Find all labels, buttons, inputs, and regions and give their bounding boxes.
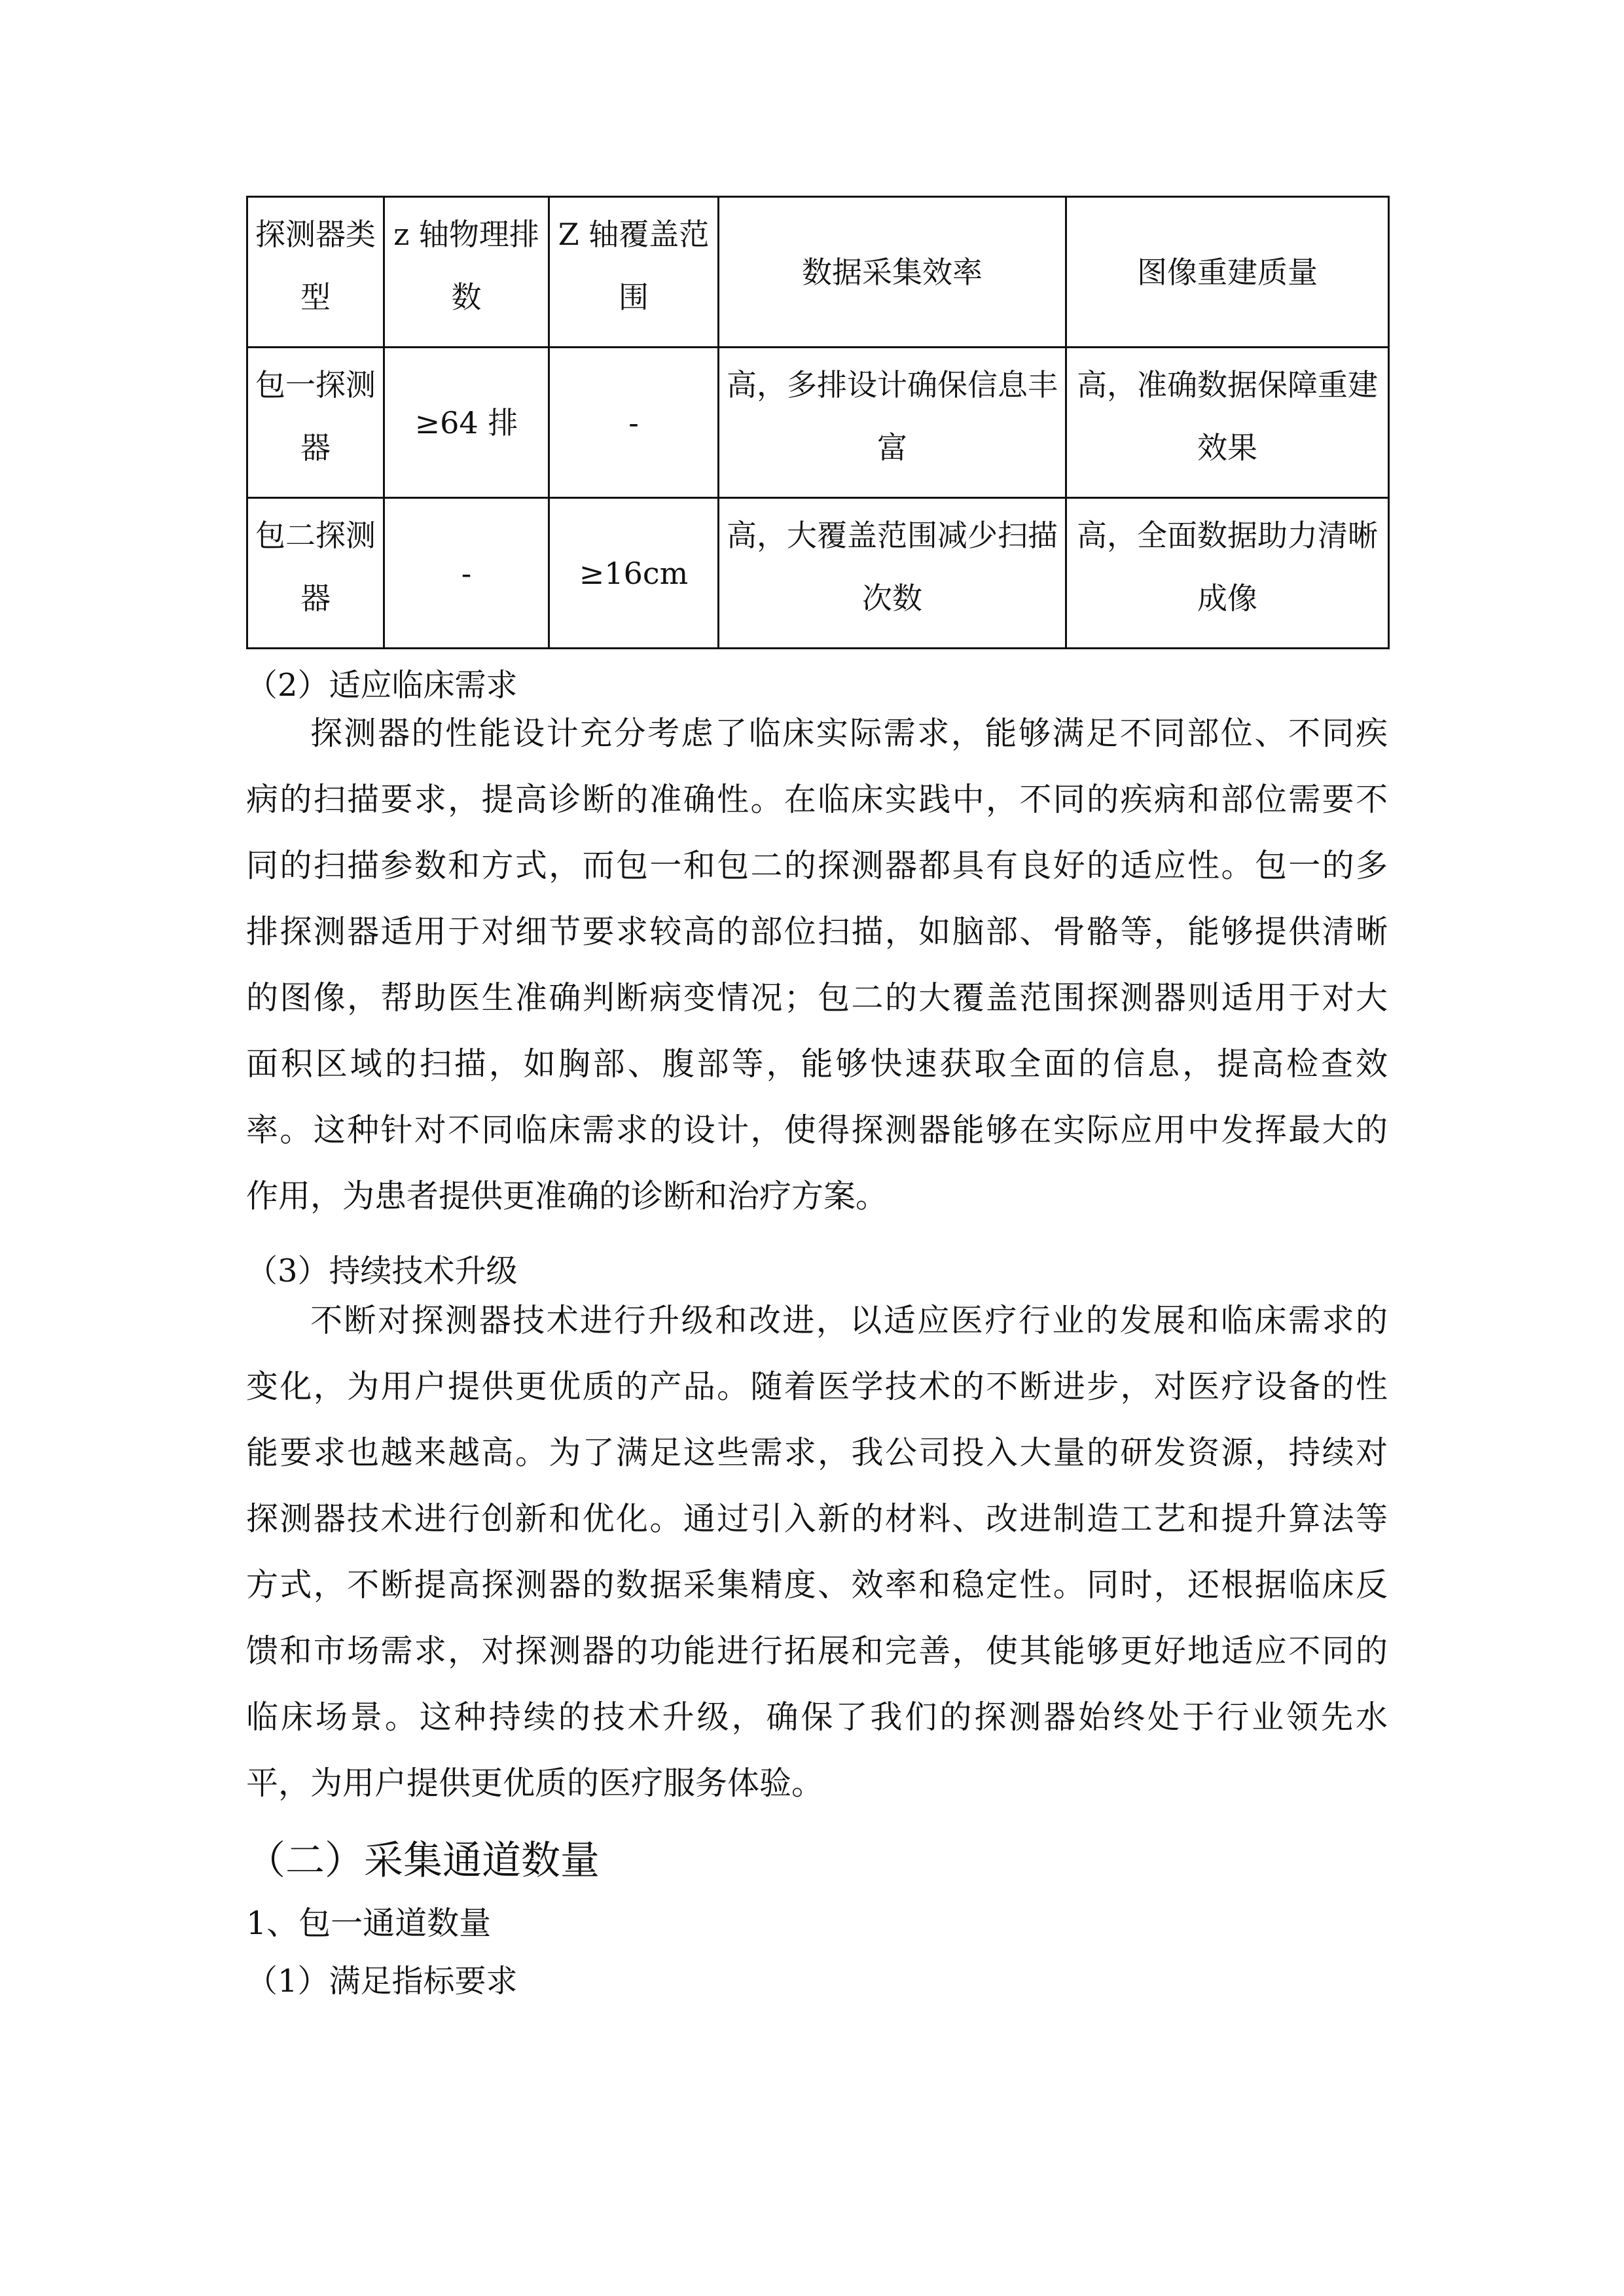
- table-cell: 包二探测器: [247, 498, 384, 649]
- table-cell: 高，准确数据保障重建效果: [1066, 348, 1389, 498]
- paragraph-line: 率。这种针对不同临床需求的设计，使得探测器能够在实际应用中发挥最大的: [246, 1111, 1388, 1149]
- detector-comparison-table: [246, 196, 1390, 649]
- paragraph-line: 能要求也越来越高。为了满足这些需求，我公司投入大量的研发资源，持续对: [246, 1434, 1388, 1471]
- section-heading-clinical-needs: （2）适应临床需求: [246, 667, 518, 704]
- paragraph-line: 同的扫描参数和方式，而包一和包二的探测器都具有良好的适应性。包一的多: [246, 847, 1388, 884]
- section-heading-tech-upgrade: （3）持续技术升级: [246, 1253, 518, 1289]
- subheading-package1-channels: 1、包一通道数量: [246, 1905, 492, 1942]
- paragraph-line: 平，为用户提供更优质的医疗服务体验。: [246, 1765, 824, 1802]
- table-cell: 包一探测器: [247, 348, 384, 498]
- table-cell: 高，全面数据助力清晰成像: [1066, 498, 1389, 649]
- paragraph-line: 方式，不断提高探测器的数据采集精度、效率和稳定性。同时，还根据临床反: [246, 1566, 1388, 1604]
- paragraph-line: 探测器技术进行创新和优化。通过引入新的材料、改进制造工艺和提升算法等: [246, 1500, 1388, 1537]
- table-header-cell: z 轴物理排数: [384, 197, 549, 348]
- table-row: [247, 498, 1389, 649]
- table-cell: ≥64 排: [384, 348, 549, 498]
- table-header-cell: 数据采集效率: [719, 197, 1066, 348]
- table-cell: ≥16cm: [549, 498, 719, 649]
- paragraph-line: 病的扫描要求，提高诊断的准确性。在临床实践中，不同的疾病和部位需要不: [246, 781, 1388, 818]
- paragraph-line: 探测器的性能设计充分考虑了临床实际需求，能够满足不同部位、不同疾: [310, 715, 1388, 752]
- table-cell: -: [384, 498, 549, 649]
- table-header-cell: 探测器类型: [247, 197, 384, 348]
- subheading-meet-requirements: （1）满足指标要求: [246, 1963, 518, 2000]
- paragraph-line: 变化，为用户提供更优质的产品。随着医学技术的不断进步，对医疗设备的性: [246, 1368, 1388, 1405]
- table-header-cell: 图像重建质量: [1066, 197, 1389, 348]
- paragraph-line: 面积区域的扫描，如胸部、腹部等，能够快速获取全面的信息，提高检查效: [246, 1045, 1388, 1083]
- table-header-row: [247, 197, 1389, 348]
- table-header-cell: Z 轴覆盖范围: [549, 197, 719, 348]
- table-cell: 高，多排设计确保信息丰富: [719, 348, 1066, 498]
- paragraph-line: 的图像，帮助医生准确判断病变情况；包二的大覆盖范围探测器则适用于对大: [246, 979, 1388, 1016]
- paragraph-line: 排探测器适用于对细节要求较高的部位扫描，如脑部、骨骼等，能够提供清晰: [246, 913, 1388, 950]
- section-heading-channels: （二）采集通道数量: [246, 1838, 600, 1884]
- paragraph-line: 作用，为患者提供更准确的诊断和治疗方案。: [246, 1177, 888, 1215]
- paragraph-line: 临床场景。这种持续的技术升级，确保了我们的探测器始终处于行业领先水: [246, 1698, 1388, 1736]
- table-row: [247, 348, 1389, 498]
- table-cell: -: [549, 348, 719, 498]
- table-cell: 高，大覆盖范围减少扫描次数: [719, 498, 1066, 649]
- paragraph-line: 不断对探测器技术进行升级和改进，以适应医疗行业的发展和临床需求的: [310, 1302, 1388, 1339]
- paragraph-line: 馈和市场需求，对探测器的功能进行拓展和完善，使其能够更好地适应不同的: [246, 1632, 1388, 1670]
